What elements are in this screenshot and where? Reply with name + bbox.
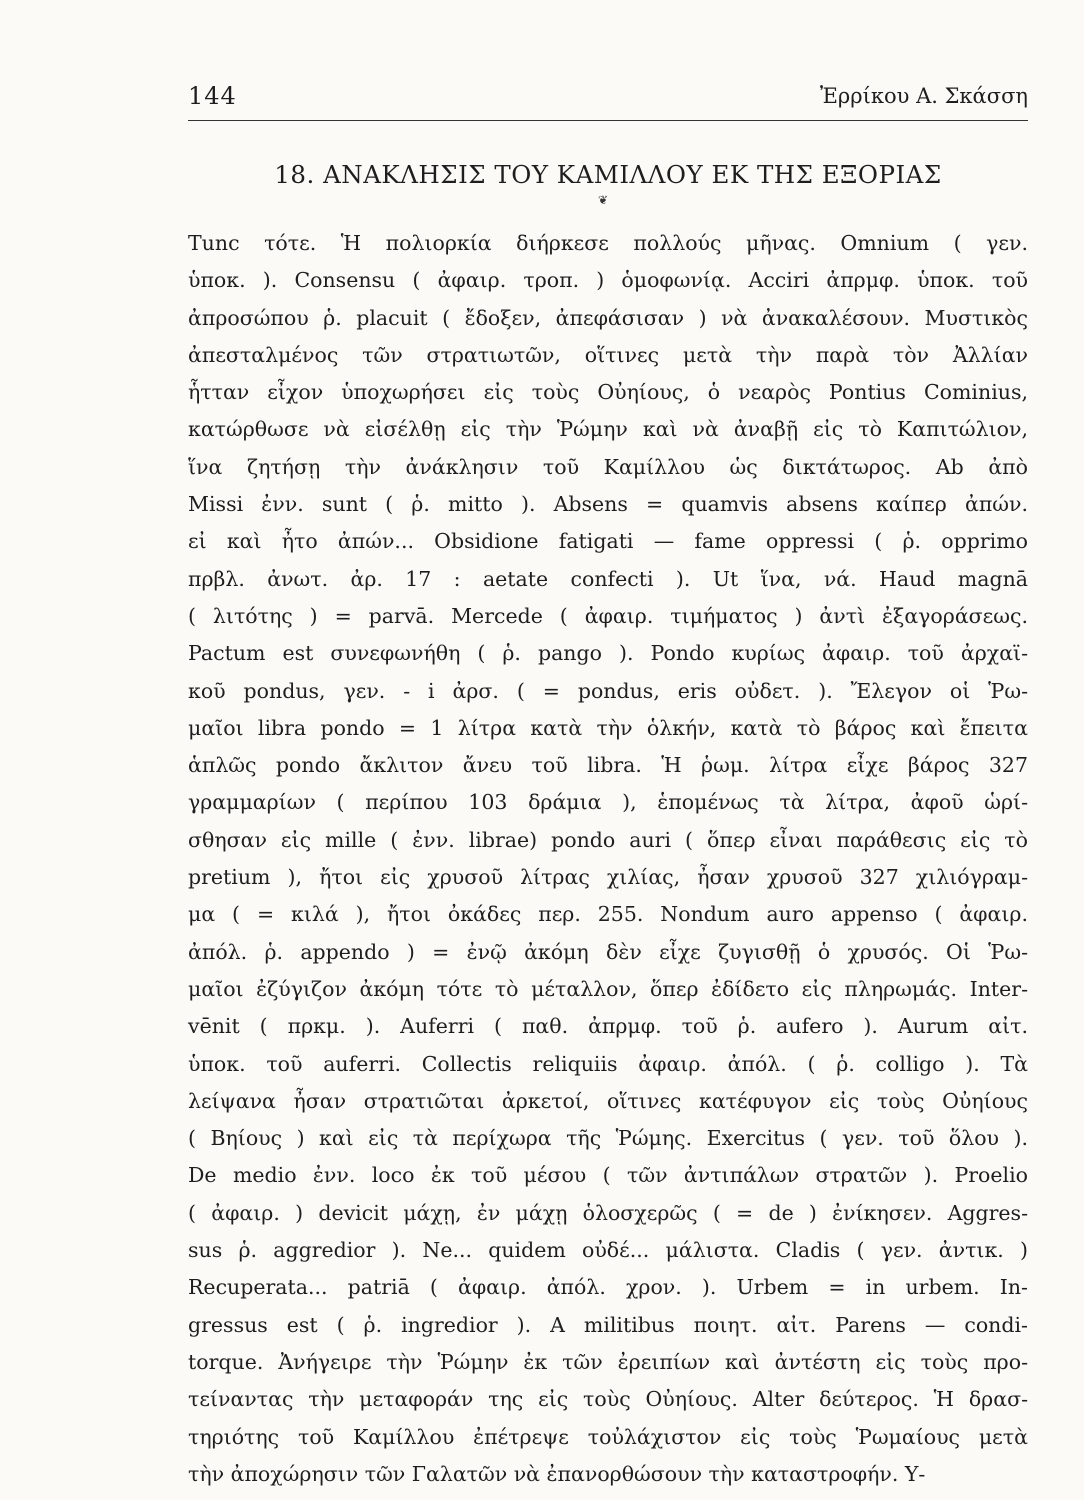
text-line: ὑποκ. ). Consensu ( ἀφαιρ. τροπ. ) ὁμοφωνίᾳ. Acciri ἀπρμφ. ὑποκ. τοῦ — [188, 268, 1028, 293]
text-line: vēnit ( πρκμ. ). Auferri ( παθ. ἀπρμφ. τοῦ ῥ. aufero ). Aurum αἰτ. — [188, 1014, 1028, 1039]
body-text — [188, 225, 1028, 1493]
text-line: Recuperata... patriā ( ἀφαιρ. ἀπόλ. χρον. ). Urbem = in urbem. In- — [188, 1275, 1028, 1300]
text-line: τὴν ἀποχώρησιν τῶν Γαλατῶν νὰ ἐπανορθώσουν τὴν καταστροφήν. Υ- — [188, 1461, 926, 1486]
text-line: ἁπλῶς pondo ἄκλιτον ἄνευ τοῦ libra. Ἡ ῥωμ. λίτρα εἶχε βάρος 327 — [188, 753, 1028, 778]
text-line: De medio ἐνν. loco ἐκ τοῦ μέσου ( τῶν ἀντιπάλων στρατῶν ). Proelio — [188, 1163, 1028, 1188]
text-line: ὑποκ. τοῦ auferri. Collectis reliquiis ἀφαιρ. ἀπόλ. ( ῥ. colligo ). Τὰ — [188, 1051, 1028, 1076]
text-line: κατώρθωσε νὰ εἰσέλθῃ εἰς τὴν Ῥώμην καὶ νὰ ἀναβῇ εἰς τὸ Καπιτώλιον, — [188, 417, 1028, 442]
text-line: πρβλ. ἀνωτ. ἀρ. 17 : aetate confecti ). Ut ἵνα, νά. Haud magnā — [188, 566, 1028, 591]
text-line: Missi ἐνν. sunt ( ῥ. mitto ). Absens = quamvis absens καίπερ ἀπών. — [188, 492, 1028, 517]
text-line: κοῦ pondus, γεν. - i ἀρσ. ( = pondus, eris οὐδετ. ). Ἔλεγον οἱ Ῥω- — [188, 678, 1028, 703]
text-line: ἀπόλ. ῥ. appendo ) = ἐνῷ ἀκόμη δὲν εἶχε ζυγισθῇ ὁ χρυσός. Οἱ Ῥω- — [188, 939, 1028, 964]
text-line: ἧτταν εἶχον ὑποχωρήσει εἰς τοὺς Οὐηίους, ὁ νεαρὸς Pontius Cominius, — [188, 380, 1028, 405]
running-head: Ἐρρίκου Α. Σκάσση — [820, 84, 1028, 108]
text-line: torque. Ἀνήγειρε τὴν Ῥώμην ἐκ τῶν ἐρειπίων καὶ ἀντέστη εἰς τοὺς προ- — [188, 1349, 1028, 1374]
text-line: sus ῥ. aggredior ). Ne... quidem οὐδέ... μάλιστα. Cladis ( γεν. ἀντικ. ) — [188, 1238, 1028, 1263]
text-line: μαῖοι libra pondo = 1 λίτρα κατὰ τὴν ὁλκήν, κατὰ τὸ βάρος καὶ ἔπειτα — [188, 715, 1028, 740]
text-line: ἀπροσώπου ῥ. placuit ( ἔδοξεν, ἀπεφάσισαν ) νὰ ἀνακαλέσουν. Μυστικὸς — [188, 305, 1028, 330]
text-line: ( λιτότης ) = parvā. Mercede ( ἀφαιρ. τιμήματος ) ἀντὶ ἐξαγοράσεως. — [188, 603, 1028, 628]
text-line: μα ( = κιλά ), ἤτοι ὀκάδες περ. 255. Nondum auro appenso ( ἀφαιρ. — [188, 902, 1028, 927]
text-line: σθησαν εἰς mille ( ἐνν. librae) pondo auri ( ὅπερ εἶναι παράθεσις εἰς τὸ — [188, 827, 1028, 852]
chapter-title: 18. ΑΝΑΚΛΗΣΙΣ ΤΟΥ ΚΑΜΙΛΛΟΥ ΕΚ ΤΗΣ ΕΞΟΡΙΑΣ — [274, 160, 942, 189]
text-line: εἰ καὶ ἦτο ἀπών... Obsidione fatigati — fame oppressi ( ῥ. opprimo — [188, 529, 1028, 554]
text-line: λείψανα ἦσαν στρατιῶται ἀρκετοί, οἵτινες κατέφυγον εἰς τοὺς Οὐηίους — [188, 1088, 1028, 1113]
page-number: 144 — [188, 82, 237, 110]
text-line: τείναντας τὴν μεταφοράν της εἰς τοὺς Οὐηίους. Alter δεύτερος. Ἡ δρασ- — [188, 1387, 1028, 1412]
page-header — [188, 80, 1028, 121]
text-line: γραμμαρίων ( περίπου 103 δράμια ), ἑπομένως τὰ λίτρα, ἀφοῦ ὡρί- — [188, 790, 1028, 815]
text-line: gressus est ( ῥ. ingredior ). A militibus ποιητ. αἰτ. Parens — condi- — [188, 1312, 1028, 1337]
ornament-icon: ❦ — [598, 193, 609, 207]
text-line: Pactum est συνεφωνήθη ( ῥ. pango ). Pondo κυρίως ἀφαιρ. τοῦ ἀρχαϊ- — [188, 641, 1028, 666]
text-line: ἵνα ζητήσῃ τὴν ἀνάκλησιν τοῦ Καμίλλου ὡς δικτάτωρος. Ab ἀπὸ — [188, 454, 1028, 479]
text-line: μαῖοι ἐζύγιζον ἀκόμη τότε τὸ μέταλλον, ὅπερ ἐδίδετο εἰς πληρωμάς. Inter- — [188, 976, 1028, 1001]
text-line: ἀπεσταλμένος τῶν στρατιωτῶν, οἵτινες μετὰ τὴν παρὰ τὸν Ἀλλίαν — [188, 342, 1028, 367]
text-line: ( ἀφαιρ. ) devicit μάχῃ, ἐν μάχῃ ὁλοσχερῶς ( = de ) ἐνίκησεν. Aggres- — [188, 1200, 1028, 1225]
text-line: pretium ), ἤτοι εἰς χρυσοῦ λίτρας χιλίας, ἦσαν χρυσοῦ 327 χιλιόγραμ- — [188, 865, 1028, 890]
text-line: τηριότης τοῦ Καμίλλου ἐπέτρεψε τοὐλάχιστον εἰς τοὺς Ῥωμαίους μετὰ — [188, 1424, 1028, 1449]
text-line: ( Βηίους ) καὶ εἰς τὰ περίχωρα τῆς Ῥώμης. Exercitus ( γεν. τοῦ ὅλου ). — [188, 1126, 1028, 1151]
text-line: Tunc τότε. Ἡ πολιορκία διήρκεσε πολλούς μῆνας. Omnium ( γεν. — [188, 231, 1028, 255]
